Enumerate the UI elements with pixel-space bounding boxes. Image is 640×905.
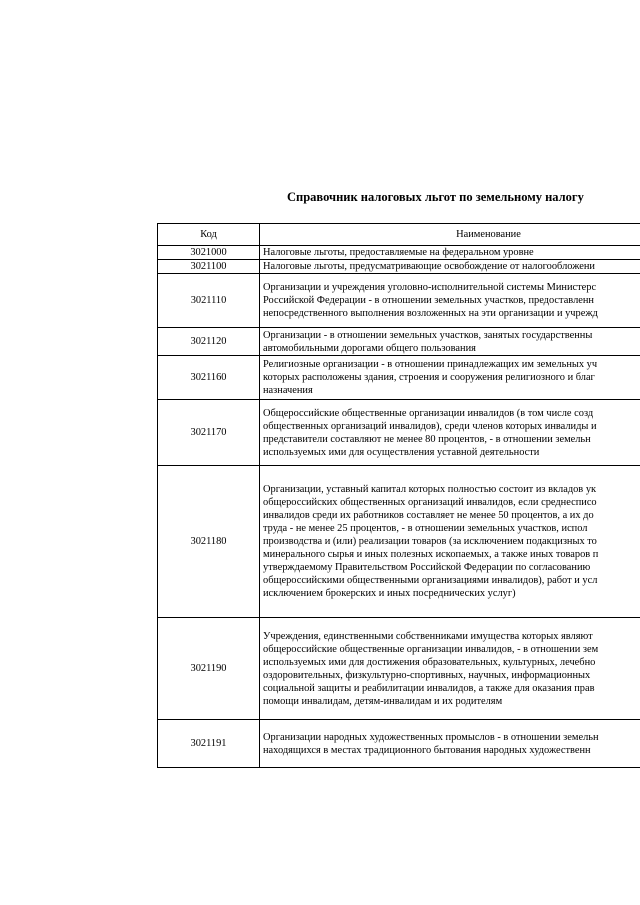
table-row: [158, 356, 640, 400]
row-name: [260, 274, 640, 328]
tax-benefits-table-container: [157, 223, 640, 803]
row-name: [260, 720, 640, 768]
row-name-line: оздоровительных, физкультурно-спортивных, научных, информационных: [263, 669, 591, 681]
row-name-line: помощи инвалидам, детям-инвалидам и их родителям: [263, 695, 503, 707]
row-name: [260, 356, 640, 400]
row-name-line: Организации народных художественных промыслов - в отношении земельн: [263, 731, 599, 743]
row-name-line: Организации, уставный капитал которых полностью состоит из вкладов ук: [263, 484, 597, 495]
row-code: 3021160: [158, 356, 260, 400]
row-name-line: Учреждения, единственными собственниками имущества которых являют: [263, 630, 593, 642]
header-name: Наименование: [260, 224, 640, 246]
row-name-line: назначения: [263, 385, 313, 396]
row-code: 3021120: [158, 328, 260, 356]
row-name-line: автомобильными дорогами общего пользования: [263, 342, 476, 354]
row-name-line: общественных организаций инвалидов), среди членов которых инвалиды и: [263, 420, 597, 432]
table-header-row: [158, 224, 640, 246]
row-code: 3021180: [158, 466, 260, 618]
row-code: 3021191: [158, 720, 260, 768]
table-row: [158, 400, 640, 466]
row-name-line: Налоговые льготы, предоставляемые на федеральном уровне: [263, 247, 534, 258]
table-row: [158, 274, 640, 328]
row-name-line: находящихся в местах традиционного бытования народных художественн: [263, 744, 591, 756]
row-name-line: Религиозные организации - в отношении принадлежащих им земельных уч: [263, 359, 598, 370]
row-code: 3021110: [158, 274, 260, 328]
row-name-line: Организации и учреждения уголовно-исполнительной системы Министерс: [263, 282, 597, 293]
row-name-line: используемых ими для осуществления уставной деятельности: [263, 446, 540, 458]
row-name-line: Налоговые льготы, предусматривающие освобождение от налогообложени: [263, 261, 595, 272]
row-name-line: минерального сырья и иных полезных ископаемых, а также иных товаров п: [263, 549, 599, 560]
row-code: 3021170: [158, 400, 260, 466]
row-name-line: общероссийских общественных организаций инвалидов, если среднесписо: [263, 497, 597, 508]
row-name: [260, 618, 640, 720]
row-name: [260, 400, 640, 466]
table-row: [158, 328, 640, 356]
row-name: [260, 246, 640, 260]
row-name: [260, 328, 640, 356]
table-row: [158, 260, 640, 274]
row-name-line: Организации - в отношении земельных участков, занятых государственны: [263, 329, 593, 341]
row-name: [260, 466, 640, 618]
row-name-line: инвалидов среди их работников составляет не менее 50 процентов, а их до: [263, 510, 594, 521]
row-name-line: представители составляют не менее 80 процентов, - в отношении земельн: [263, 433, 591, 445]
table-row: [158, 618, 640, 720]
tax-benefits-table: [157, 223, 640, 768]
table-row: [158, 466, 640, 618]
page-title: Справочник налоговых льгот по земельному налогу: [287, 190, 584, 204]
row-name-line: которых расположены здания, строения и сооружения религиозного и благ: [263, 372, 595, 383]
row-name-line: социальной защиты и реабилитации инвалидов, а также для оказания прав: [263, 682, 595, 694]
row-name-line: исключением брокерских и иных посреднических услуг): [263, 588, 516, 599]
row-name-line: производства и (или) реализации товаров (за исключением подакцизных то: [263, 536, 597, 547]
row-code: 3021100: [158, 260, 260, 274]
row-name-line: утверждаемому Правительством Российской Федерации по согласованию: [263, 562, 591, 573]
row-name-line: общероссийские общественные организации инвалидов, - в отношении зем: [263, 643, 599, 655]
row-name-line: общероссийскими общественными организациями инвалидов), работ и усл: [263, 575, 598, 586]
header-code: Код: [158, 224, 260, 246]
row-name: [260, 260, 640, 274]
row-code: 3021190: [158, 618, 260, 720]
table-row: [158, 246, 640, 260]
row-name-line: труда - не менее 25 процентов, - в отношении земельных участков, испол: [263, 523, 588, 534]
row-code: 3021000: [158, 246, 260, 260]
row-name-line: непосредственного выполнения возложенных на эти организации и учрежд: [263, 308, 598, 319]
row-name-line: Российской Федерации - в отношении земельных участков, предоставленн: [263, 295, 594, 306]
row-name-line: Общероссийские общественные организации инвалидов (в том числе созд: [263, 407, 594, 419]
table-row: [158, 720, 640, 768]
row-name-line: используемых ими для достижения образовательных, культурных, лечебно: [263, 656, 596, 668]
